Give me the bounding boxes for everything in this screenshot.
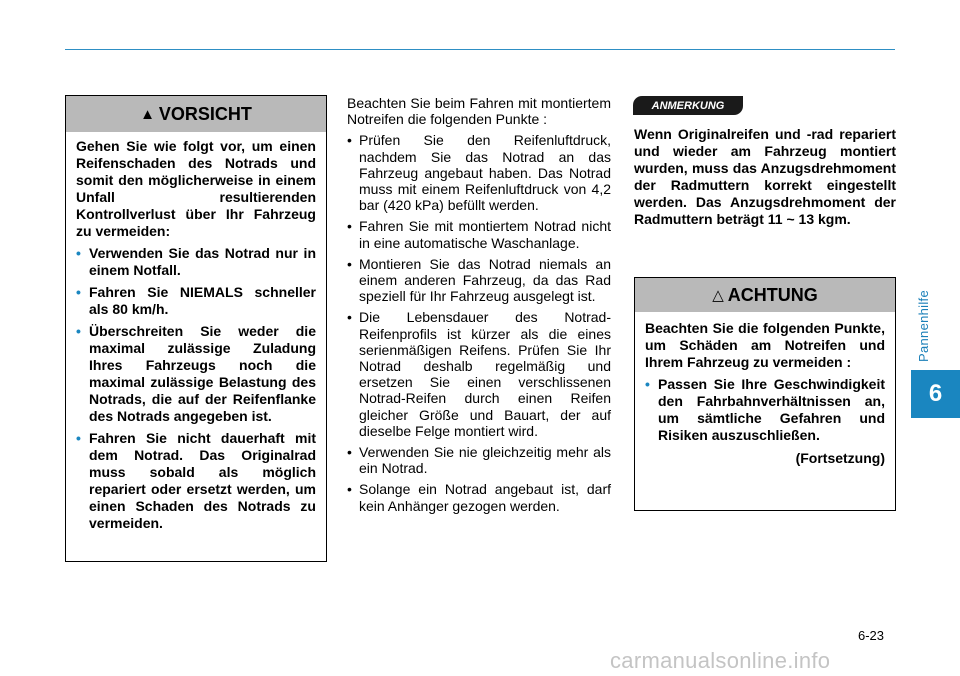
continued-label: (Fortsetzung) [795, 450, 885, 466]
attention-item: • Passen Sie Ihre Geschwindigkeit den Fahrbahnverhältnissen an, um sämtliche Gefahren und Risiken auszuschließen. [645, 376, 885, 444]
note-text: Wenn Originalreifen und -rad repariert und wieder am Fahrzeug montiert wurden, muss das Anzugsdrehmoment der Radmuttern korrekt eingestellt werden. Das Anzugsdrehmoment der Radmuttern beträgt 11 ~ 13 kgm. [634, 126, 896, 227]
middle-item: • Prüfen Sie den Reifenluftdruck, nachdem Sie das Notrad an das Fahrzeug angebaut haben. Das Notrad muss mit einem Reifenluftdruck von 4,2 bar (420 kPa) befüllt werden. [347, 132, 611, 213]
warning-triangle-outline-icon: △ [712, 287, 724, 304]
warning-triangle-icon: ▲ [140, 105, 155, 123]
attention-intro: Beachten Sie die folgenden Punkte, um Schäden am Notreifen und Ihrem Fahrzeug zu vermeiden : [645, 320, 885, 370]
caution-item: • Überschreiten Sie weder die maximal zulässige Zuladung Ihres Fahrzeugs noch die maximal zulässige Belastung des Notrads, die auf der Reifenflanke des Notrads angegeben ist. [76, 323, 316, 425]
watermark: carmanualsonline.info [610, 648, 831, 673]
middle-intro: Beachten Sie beim Fahren mit montiertem Notreifen die folgenden Punkte : [347, 95, 611, 128]
attention-box-header [635, 278, 895, 312]
middle-list [347, 132, 611, 513]
header-rule [65, 49, 895, 50]
chapter-side-label: Pannenhilfe [916, 290, 931, 362]
caution-intro: Gehen Sie wie folgt vor, um einen Reifenschaden des Notrads und somit den möglicherweise in einem Unfall resultierenden Kontrollverlust über Ihr Fahrzeug zu vermeiden: [76, 138, 316, 239]
caution-title: VORSICHT [158, 103, 252, 124]
attention-body [635, 312, 895, 467]
note-badge: ANMERKUNG [633, 96, 743, 115]
middle-column [347, 95, 611, 519]
middle-item: • Die Lebensdauer des Notrad-Reifenprofils ist kürzer als die eines serienmäßigen Reifens. Prüfen Sie Ihr Notrad deshalb regelmäßig und ersetzen Sie einen verschlissenen Notrad-Reifen durch einen Reifen gleicher Größe und Bauart, der auf dieselbe Felge montiert wird. [347, 309, 611, 439]
middle-item: • Fahren Sie mit montiertem Notrad nicht in eine automatische Waschanlage. [347, 218, 611, 250]
caution-item: • Fahren Sie NIEMALS schneller als 80 km/h. [76, 284, 316, 318]
caution-item: • Verwenden Sie das Notrad nur in einem Notfall. [76, 245, 316, 279]
caution-box [65, 95, 327, 562]
chapter-number-tab: 6 [911, 370, 960, 418]
middle-item: • Montieren Sie das Notrad niemals an einem anderen Fahrzeug, da das Rad speziell für Ihr Fahrzeug ausgelegt ist. [347, 256, 611, 305]
caution-list [76, 245, 316, 532]
middle-item: • Solange ein Notrad angebaut ist, darf kein Anhänger gezogen werden. [347, 481, 611, 513]
page-number: 6-23 [858, 628, 885, 643]
attention-list [645, 376, 885, 444]
attention-title: ACHTUNG [727, 284, 818, 305]
caution-item: • Fahren Sie nicht dauerhaft mit dem Notrad. Das Originalrad muss sobald als möglich repariert oder ersetzt werden, um einen Schaden des Notrads zu vermeiden. [76, 430, 316, 532]
caution-body [66, 132, 326, 532]
caution-box-header [66, 96, 326, 132]
attention-box [634, 277, 896, 511]
middle-item: • Verwenden Sie nie gleichzeitig mehr als ein Notrad. [347, 444, 611, 476]
